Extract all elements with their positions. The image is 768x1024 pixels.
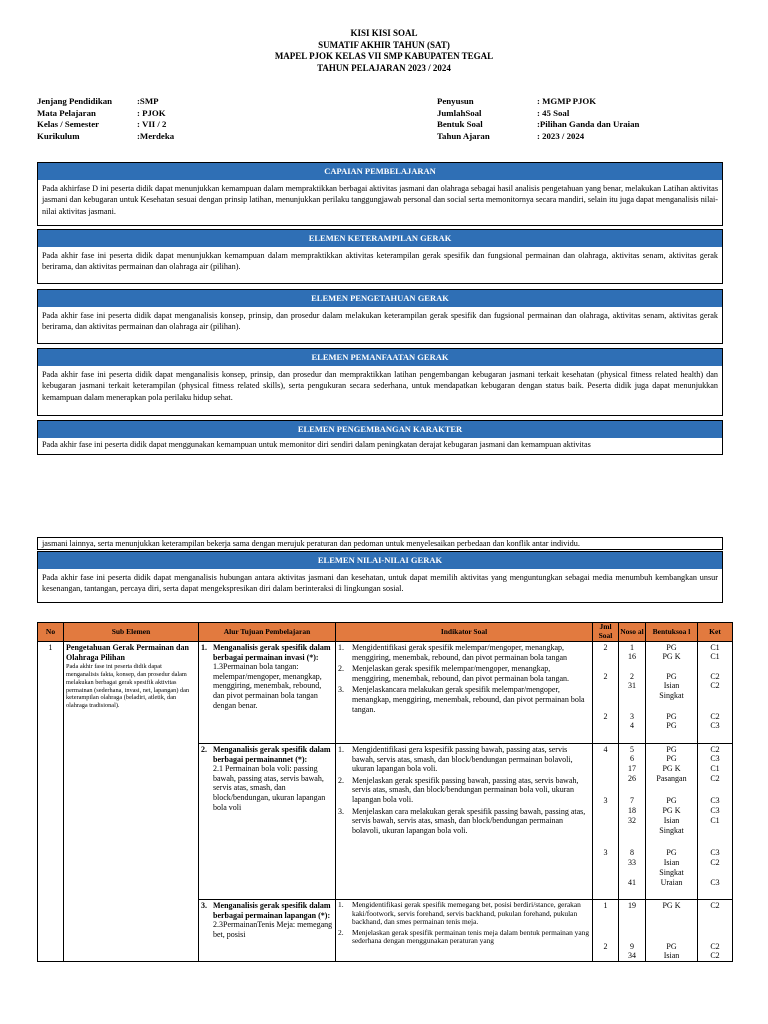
nosoal-value: 34 xyxy=(628,951,636,960)
ket-value: C2 xyxy=(710,774,720,783)
col-header: Jml Soal xyxy=(593,623,619,642)
atp-title: Menganalisis gerak spesifik dalam berbagai permainan lapangan (*): xyxy=(213,901,331,920)
ket-value: C3 xyxy=(710,796,720,805)
header-line: TAHUN PELAJARAN 2023 / 2024 xyxy=(317,62,451,73)
row-number: 1 xyxy=(38,642,64,962)
bentuk-value: PG xyxy=(666,942,677,951)
indicator-text: Menjelaskan cara melakukan gerak spesifik passing bawah, passing atas, servis bawah, servis atas, smash, dan block/bendungan permainan bolavoli, ukuran lapangan bola voli. xyxy=(352,806,586,835)
section-title: ELEMEN PENGEMBANGAN KARAKTER xyxy=(38,421,722,438)
atp-desc: 1.3Permainan bola tangan: melempar/mengoper, menangkap, menggiring, menembak, rebound, dan pivot permainan bola tangan dengan benar. xyxy=(213,662,322,710)
bentuk-value: PG K xyxy=(662,652,681,661)
atp-title: Menganalisis gerak spesifik dalam berbagai permainan invasi (*): xyxy=(213,643,331,662)
atp-cell xyxy=(199,900,336,962)
ket-value: C3 xyxy=(710,721,720,730)
indicator-number: 3. xyxy=(338,806,344,816)
section-text: Pada akhir fase ini peserta didik dapat menggunakan kemampuan untuk memonitor diri sendiri dalam peningkatan derajat kebugaran jasmani dan kemampuan aktivitas xyxy=(42,440,591,449)
bentuk-value: PG xyxy=(666,672,677,681)
ket-value: C1 xyxy=(710,643,720,652)
meta-key: Kelas / Semester xyxy=(37,119,100,129)
meta-value: : PJOK xyxy=(137,107,166,118)
section-title: ELEMEN NILAI-NILAI GERAK xyxy=(38,552,722,569)
ket-cell xyxy=(698,642,733,744)
section-capaian xyxy=(37,162,723,226)
meta-key: Tahun Ajaran xyxy=(437,130,490,141)
atp-number: 3. xyxy=(201,901,207,910)
bentuk-value: PG xyxy=(666,796,677,805)
bentuk-value: Isian Singkat xyxy=(659,858,684,877)
indicator-text: Mengidentifikasi gera kspesifik passing bawah, passing atas, servis bawah, servis atas, smash, dan block/bendungan permainan bolavoli, ukuran lapangan bola voli. xyxy=(352,745,573,774)
col-header: Sub Elemen xyxy=(64,623,199,642)
ket-value: C3 xyxy=(710,754,720,763)
indicator-number: 2. xyxy=(338,664,344,674)
col-header: Alur Tujuan Pembelajaran xyxy=(199,623,336,642)
indicator-number: 3. xyxy=(338,685,344,695)
nosoal-value: 6 xyxy=(630,754,634,763)
indicator-item xyxy=(338,807,590,836)
bentuk-value: PG K xyxy=(662,764,681,773)
jml-cell xyxy=(593,744,619,900)
section-text: Pada akhir fase ini peserta didik dapat menganalisis konsep, prinsip, dan prosedur dan mempraktikkan latihan pengembangan kebugaran jasmani terkait kesehatan (physical fitness related health) dan kebugaran jasmani terkait keterampilan (physical fitness related skills), serta pengukuran secara sederhana, untuk mendapatkan kebugaran dengan status baik. Peserta didik juga dapat menunjukkan kemampuan dalam menerapkan pola perilaku hidup sehat. xyxy=(42,370,718,402)
section-keterampilan xyxy=(37,229,723,284)
jml-value: 3 xyxy=(603,796,608,805)
indicator-item xyxy=(338,745,590,774)
atp-cell xyxy=(199,642,336,744)
section-title: ELEMEN PEMANFAATAN GERAK xyxy=(38,349,722,366)
ket-value: C2 xyxy=(710,951,720,960)
section-text: Pada akhir fase ini peserta didik dapat menganalisis konsep, prinsip, dan prosedur dalam melakukan keterampilan gerak spesifik dan fugsional permainan dan olahraga, aktivitas senam, aktivitas gerak berirama, dan aktivitas permainan dan olahraga air (pilihan). xyxy=(42,311,718,332)
sub-elemen-desc: Pada akhir fase ini peserta didik dapat menganalisis fakta, konsep, dan prosedur dalam melakukan berbagai gerak spesifik aktivitas permainan (sederhana, invasi, net, lapangan) dan keterampilan olahraga (beladiri, atletik, dan olahraga tradisional). xyxy=(66,663,190,710)
jml-cell xyxy=(593,642,619,744)
ket-value: C1 xyxy=(710,652,720,661)
indicator-item xyxy=(338,643,590,662)
ket-value: C1 xyxy=(710,764,720,773)
nosoal-cell xyxy=(619,900,646,962)
atp-number: 1. xyxy=(201,643,207,652)
section-title: ELEMEN KETERAMPILAN GERAK xyxy=(38,230,722,247)
jml-value: 2 xyxy=(603,712,608,721)
sub-elemen-title: Pengetahuan Gerak Permainan dan Olahraga Pilihan xyxy=(66,643,189,662)
bentuk-value: PG xyxy=(666,848,677,857)
indicator-item xyxy=(338,929,590,946)
bentuk-value: PG xyxy=(666,643,677,652)
jml-value: 3 xyxy=(603,848,608,857)
indicator-text: Menjelaskan gerak spesifik passing bawah, passing atas, servis bawah, servis atas, smash, dan block/bendungan permainan bola voli, ukuran lapangan bola voli. xyxy=(352,775,579,804)
atp-cell xyxy=(199,744,336,900)
col-header: No xyxy=(38,623,64,642)
nosoal-value: 9 xyxy=(630,942,634,951)
indikator-cell xyxy=(336,744,593,900)
header-line: SUMATIF AKHIR TAHUN (SAT) xyxy=(318,39,450,50)
nosoal-cell xyxy=(619,642,646,744)
table-header-row xyxy=(38,623,733,642)
ket-value: C2 xyxy=(710,942,720,951)
nosoal-value: 7 xyxy=(630,796,634,805)
indicator-text: Mengidentifikasi gerak spesifik melempar/mengoper, menangkap, menggiring, menembak, rebound, dan pivot permainan bola tangan xyxy=(352,643,568,662)
bentuk-cell xyxy=(646,744,698,900)
bentuk-value: PG xyxy=(666,754,677,763)
bentuk-value: PG xyxy=(666,745,677,754)
indicator-item xyxy=(338,685,590,714)
nosoal-value: 4 xyxy=(630,721,634,730)
meta-value: :SMP xyxy=(137,96,159,106)
meta-value: :Pilihan Ganda dan Uraian xyxy=(537,119,640,129)
ket-value: C3 xyxy=(710,806,720,815)
ket-cell xyxy=(698,744,733,900)
meta-left xyxy=(37,96,174,142)
jml-value: 2 xyxy=(603,643,608,652)
indicator-item xyxy=(338,664,590,683)
nosoal-value: 18 xyxy=(628,806,636,815)
indicator-item xyxy=(338,901,590,927)
nosoal-value: 8 xyxy=(630,848,634,857)
bentuk-value: Isian Singkat xyxy=(659,816,684,835)
meta-value: : VII / 2 xyxy=(137,119,167,129)
section-text: Pada akhir fase ini peserta didik dapat menganalisis hubungan antara aktivitas jasmani dan kesehatan, untuk dapat memilih aktivitas yang menguntungkan sebagai media menumbuh kembangkan unsur kesenangan, tantangan, percaya diri, serta dapat mengekspresikan diri dalam berinteraksi di lingkungan sosial. xyxy=(42,573,718,594)
indikator-cell xyxy=(336,900,593,962)
sub-elemen-cell xyxy=(64,642,199,962)
section-karakter xyxy=(37,420,723,455)
nosoal-value: 2 xyxy=(630,672,634,681)
ket-value: C2 xyxy=(710,901,720,910)
meta-key: Mata Pelajaran xyxy=(37,107,96,118)
jml-cell xyxy=(593,900,619,962)
ket-value: C2 xyxy=(710,712,720,721)
meta-key: Jenjang Pendidikan xyxy=(37,96,113,106)
indicator-text: Menjelaskan gerak spesifik permainan tenis meja dalam bentuk permainan yang sederhana dengan menggunakan peraturan yang xyxy=(352,927,590,946)
bentuk-value: Pasangan xyxy=(656,774,687,783)
bentuk-value: Isian xyxy=(663,951,680,960)
nosoal-value: 26 xyxy=(628,774,636,783)
nosoal-value: 17 xyxy=(628,764,636,773)
indicator-text: Mengidentifikasi gerak spesifik memegang bet, posisi berdiri/stance, gerakan kaki/footwork, servis forehand, servis backhand, pukulan forehand, pukulan backhand, dan smes permainan tenis meja. xyxy=(352,900,581,927)
jml-value: 2 xyxy=(603,942,608,951)
bentuk-value: PG xyxy=(666,721,677,730)
indikator-cell xyxy=(336,642,593,744)
jml-value: 4 xyxy=(603,745,608,754)
bentuk-value: PG K xyxy=(662,806,681,815)
bentuk-value: Uraian xyxy=(660,878,683,887)
meta-key: Kurikulum xyxy=(37,130,80,141)
ket-value: C2 xyxy=(710,681,720,690)
meta-key: Penyusun xyxy=(437,96,474,106)
indicator-number: 2. xyxy=(338,927,344,937)
indicator-text: Menjelaskancara melakukan gerak spesifik melempar/mengoper, menangkap, menggiring, menembak, rebound, dan pivot permainan bola tangan. xyxy=(352,685,585,714)
section-pengetahuan xyxy=(37,289,723,344)
ket-value: C2 xyxy=(710,858,720,867)
ket-value: C2 xyxy=(710,672,720,681)
header-line: MAPEL PJOK KELAS VII SMP KABUPATEN TEGAL xyxy=(274,51,494,61)
nosoal-cell xyxy=(619,744,646,900)
kisi-kisi-table xyxy=(37,622,733,962)
nosoal-value: 3 xyxy=(630,712,634,721)
indicator-number: 1. xyxy=(338,745,344,754)
meta-value: :Merdeka xyxy=(137,130,175,141)
meta-right xyxy=(437,96,639,142)
ket-cell xyxy=(698,900,733,962)
atp-number: 2. xyxy=(201,745,207,754)
nosoal-value: 16 xyxy=(628,652,636,661)
atp-title: Menganalisis gerak spesifik dalam berbagai permainannet (*): xyxy=(213,745,331,764)
ket-value: C3 xyxy=(710,878,720,887)
document-header xyxy=(0,28,768,74)
meta-value: : 2023 / 2024 xyxy=(537,130,585,141)
header-line: KISI KISI SOAL xyxy=(350,28,418,38)
section-text: Pada akhirfase D ini peserta didik dapat menunjukkan kemampuan dalam mempraktikkan berbagai aktivitas jasmani dan olahraga sebagai hasil analisis pengetahuan yang benar, melakukan Latihan aktivitas jasmani dan kebugaran untuk Kesehatan sesuai dengan prinsip latihan, menunjukkan perilaku tanggungjawab personal dan social serta memonitornya secara mandiri, selain itu juga dapat menganalisis nilai-nilai aktivitas jasmani. xyxy=(42,184,718,216)
bentuk-value: Isian Singkat xyxy=(659,681,684,700)
ket-value: C3 xyxy=(710,848,720,857)
nosoal-value: 19 xyxy=(628,901,636,910)
indicator-number: 1. xyxy=(338,643,344,652)
bentuk-cell xyxy=(646,642,698,744)
indicator-text: Menjelaskan gerak spesifik melempar/mengoper, menangkap, menggiring, menembak, rebound, dan pivot permainan bola tangan. xyxy=(352,664,570,683)
ket-value: C2 xyxy=(710,745,720,754)
col-header: Noso al xyxy=(619,623,646,642)
col-header: Ket xyxy=(698,623,733,642)
bentuk-value: PG K xyxy=(662,901,681,910)
nosoal-value: 1 xyxy=(630,643,634,652)
jml-value: 2 xyxy=(603,672,608,681)
col-header: Indikator Soal xyxy=(336,623,593,642)
meta-key: JumlahSoal xyxy=(437,107,482,118)
section-nilai xyxy=(37,551,723,603)
meta-key: Bentuk Soal xyxy=(437,119,483,129)
nosoal-value: 32 xyxy=(628,816,636,825)
nosoal-value: 31 xyxy=(628,681,636,690)
col-header: Bentuksoa l xyxy=(646,623,698,642)
nosoal-value: 41 xyxy=(628,878,636,887)
section-title: CAPAIAN PEMBELAJARAN xyxy=(38,163,722,180)
jml-value: 1 xyxy=(603,901,608,910)
section-text: Pada akhir fase ini peserta didik dapat menunjukkan kemampuan dalam mempraktikkan aktivitas keterampilan gerak spesifik dan fungsional permainan dan olahraga, aktivitas senam, aktivitas gerak berirama, dan aktivitas permainan dan olahraga air (pilihan). xyxy=(42,251,718,272)
ket-value: C1 xyxy=(710,816,720,825)
atp-desc: 2.3PermainanTenis Meja: memegang bet, posisi xyxy=(213,920,333,939)
section-pemanfaatan xyxy=(37,348,723,416)
table-row xyxy=(38,642,733,744)
indicator-number: 1. xyxy=(338,900,344,909)
karakter-continuation: jasmani lainnya, serta menunjukkan keterampilan bekerja sama dengan merujuk peraturan dan pedoman untuk menyelesaikan perbedaan dan konflik antar individu. xyxy=(37,537,723,550)
section-title: ELEMEN PENGETAHUAN GERAK xyxy=(38,290,722,307)
indicator-item xyxy=(338,776,590,805)
meta-value: : 45 Soal xyxy=(537,107,570,118)
nosoal-value: 33 xyxy=(628,858,636,867)
indicator-number: 2. xyxy=(338,775,344,785)
nosoal-value: 5 xyxy=(630,745,634,754)
bentuk-cell xyxy=(646,900,698,962)
meta-value: : MGMP PJOK xyxy=(537,96,597,106)
bentuk-value: PG xyxy=(666,712,677,721)
atp-desc: 2.1 Permainan bola voli: passing bawah, passing atas, servis bawah, servis atas, smash, dan block/bendungan, ukuran lapangan bola voli xyxy=(213,764,326,812)
